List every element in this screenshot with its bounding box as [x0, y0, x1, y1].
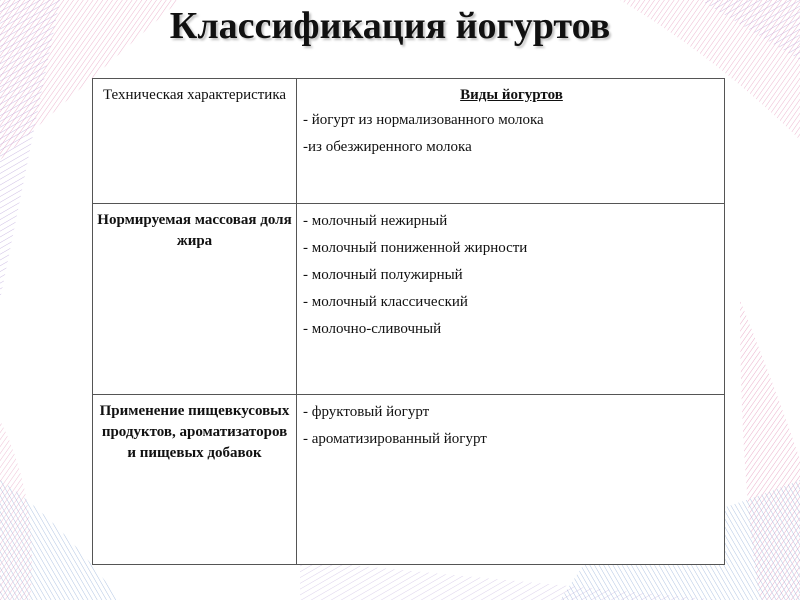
- table: [92, 78, 725, 565]
- table-cell-characteristic: [93, 395, 297, 565]
- list-item: - фруктовый йогурт: [303, 404, 430, 420]
- characteristic-label: Техническая характеристика: [102, 87, 287, 103]
- list-item: - молочный пониженной жирности: [303, 240, 528, 256]
- list-item: -из обезжиренного молока: [303, 139, 472, 155]
- table-cell-types: [297, 395, 725, 565]
- characteristic-label: Нормируемая массовая доля жира: [97, 212, 292, 249]
- list-item: - молочно-сливочный: [303, 321, 442, 337]
- table-row: [93, 395, 725, 565]
- table-row: [93, 204, 725, 395]
- yogurt-classification-table: [92, 78, 725, 545]
- slide-title: Классификация йогуртов: [169, 5, 611, 47]
- list-item: - ароматизированный йогурт: [303, 431, 487, 447]
- table-cell-characteristic: [93, 79, 297, 204]
- table-cell-types: [297, 79, 725, 204]
- characteristic-label: Применение пищевкусовых продуктов, ароматизаторов и пищевых добавок: [99, 403, 290, 461]
- list-item: - молочный полужирный: [303, 267, 463, 283]
- table-cell-characteristic: [93, 204, 297, 395]
- list-item: - молочный нежирный: [303, 213, 448, 229]
- types-header: Виды йогуртов: [460, 87, 563, 103]
- table-row: [93, 79, 725, 204]
- list-item: - молочный классический: [303, 294, 468, 310]
- table-cell-types: [297, 204, 725, 395]
- list-item: - йогурт из нормализованного молока: [303, 112, 544, 128]
